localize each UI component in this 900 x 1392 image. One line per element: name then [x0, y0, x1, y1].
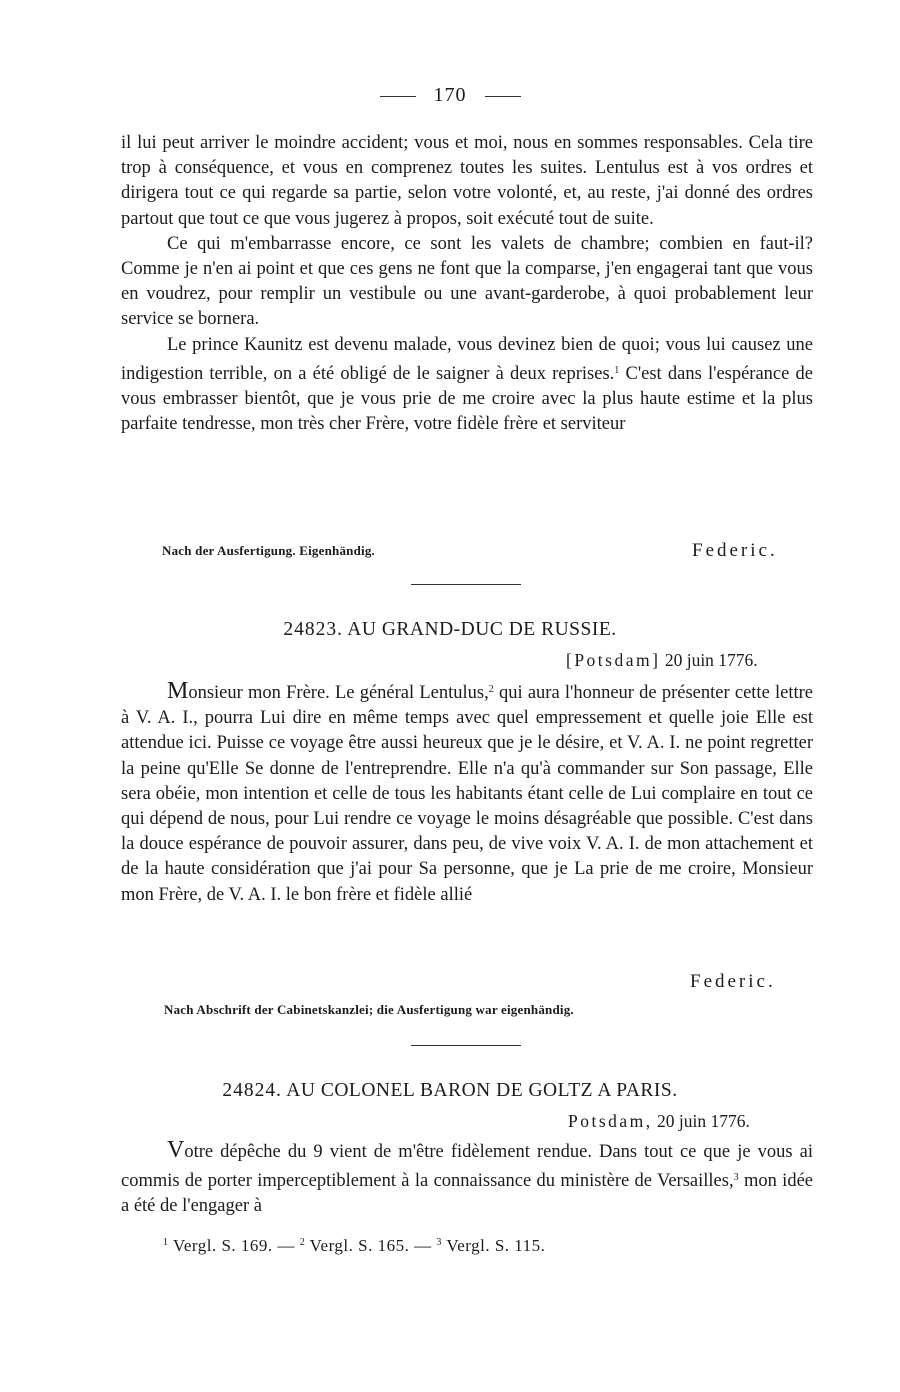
letter-title: AU COLONEL BARON DE GOLTZ A PARIS.	[286, 1080, 678, 1101]
paragraph-text: otre dépêche du 9 vient de m'être fidèlement rendue. Dans tout ce que je vous ai commis de porter imperceptiblement à la connaissance du ministère de Versailles,	[121, 1142, 813, 1192]
date-place: [Potsdam]	[566, 650, 661, 670]
source-note: Nach Abschrift der Cabinetskanzlei; die Ausfertigung war eigenhändig.	[164, 1002, 574, 1017]
letter-number: 24824.	[222, 1080, 282, 1101]
signature: Federic.	[690, 971, 776, 992]
paragraph	[121, 1138, 813, 1220]
footnote	[300, 1236, 410, 1255]
dateline	[566, 650, 758, 671]
initial-letter: V	[167, 1137, 185, 1163]
footnote	[436, 1236, 545, 1255]
letter-number: 24823.	[283, 619, 343, 640]
paragraph-text: qui aura l'honneur de présenter cette lettre à V. A. I., pourra Lui dire en même temps avec quel empressement et quelle joie Elle est attendue ici. Puisse ce voyage être aussi heureux que je le désire, et V. A. I. ne point regretter la peine qu'Elle Se donne de l'entreprendre. Elle n'a qu'à commander sur Son passage, Elle sera obéie, mon intention et celle de tous les habitants étant celle de Lui complaire en tout ce qui dépend de nous, pour Lui rendre ce voyage le moins désagréable que possible. C'est dans la douce espérance de pouvoir assurer, dans peu, de vive voix V. A. I. de mon attachement et de la haute considération que j'ai pour Sa personne, que je La prie de me croire, Monsieur mon Frère, de V. A. I. le bon frère et fidèle allié	[121, 683, 813, 905]
paragraph-text: Le prince Kaunitz est devenu malade, vous devinez bien de quoi; vous lui causez une indigestion terrible, on a été obligé de le saigner à deux reprises.	[121, 334, 813, 384]
footnote-mark: 1	[614, 364, 620, 376]
signature: Federic.	[692, 540, 778, 561]
date: 20 juin 1776.	[664, 650, 758, 670]
paragraph: Ce qui m'embarrasse encore, ce sont les valets de chambre; combien en faut-il? Comme je n'en ai point et que ces gens ne font que la comparse, j'en engagerai tant que vous en voudrez, pour remplir un vestibule ou une avant-garderobe, à quoi probablement leur service se bornera.	[121, 233, 813, 330]
letter-3-body	[121, 1138, 813, 1220]
letter-1-body	[121, 131, 813, 437]
initial-letter: M	[167, 678, 189, 704]
footnote	[163, 1236, 273, 1255]
paragraph	[121, 333, 813, 438]
page-number: 170	[433, 84, 467, 106]
header-dash-right	[485, 96, 521, 97]
date-place: Potsdam,	[568, 1111, 653, 1131]
footnote-mark: 2	[299, 1237, 306, 1248]
page-header	[0, 84, 900, 107]
letter-heading	[0, 1080, 900, 1102]
letter-title: AU GRAND-DUC DE RUSSIE.	[347, 619, 617, 640]
source-note: Nach der Ausfertigung. Eigenhändig.	[162, 543, 375, 558]
footnotes	[163, 1236, 545, 1256]
paragraph-text: onsieur mon Frère. Le général Lentulus,	[188, 683, 489, 703]
letter-heading	[0, 619, 900, 641]
footnote-separator: —	[414, 1236, 437, 1255]
paragraph	[121, 677, 813, 908]
footnote-text: Vergl. S. 169.	[172, 1236, 273, 1255]
footnote-separator: —	[277, 1236, 300, 1255]
date: 20 juin 1776.	[657, 1111, 750, 1131]
letter-2-body	[121, 677, 813, 908]
paragraph: il lui peut arriver le moindre accident; vous et moi, nous en sommes responsables. Cela tire trop à conséquence, et vous en comprenez toutes les suites. Lentulus est à vos ordres et dirigera tout ce qui regarde sa partie, selon votre volonté, et, au reste, j'ai donné des ordres partout que tout ce que vous jugerez à propos, soit exécuté tout de suite.	[121, 133, 813, 229]
footnote-mark: 3	[733, 1172, 739, 1184]
paragraph-text: mon idée a été de l'engager à	[121, 1171, 813, 1217]
footnote-text: Vergl. S. 165.	[309, 1236, 410, 1255]
footnote-mark: 2	[488, 684, 494, 695]
footnote-text: Vergl. S. 115.	[446, 1236, 546, 1255]
section-divider	[411, 1045, 521, 1046]
dateline	[568, 1111, 750, 1132]
footnote-mark: 1	[163, 1237, 169, 1248]
header-dash-left	[380, 96, 416, 97]
section-divider	[411, 584, 521, 585]
footnote-mark: 3	[436, 1237, 442, 1248]
paragraph-text: C'est dans l'espérance de vous embrasser bientôt, que je vous prie de me croire avec la plus haute estime et la plus parfaite tendresse, mon très cher Frère, votre fidèle frère et serviteur	[121, 363, 813, 435]
